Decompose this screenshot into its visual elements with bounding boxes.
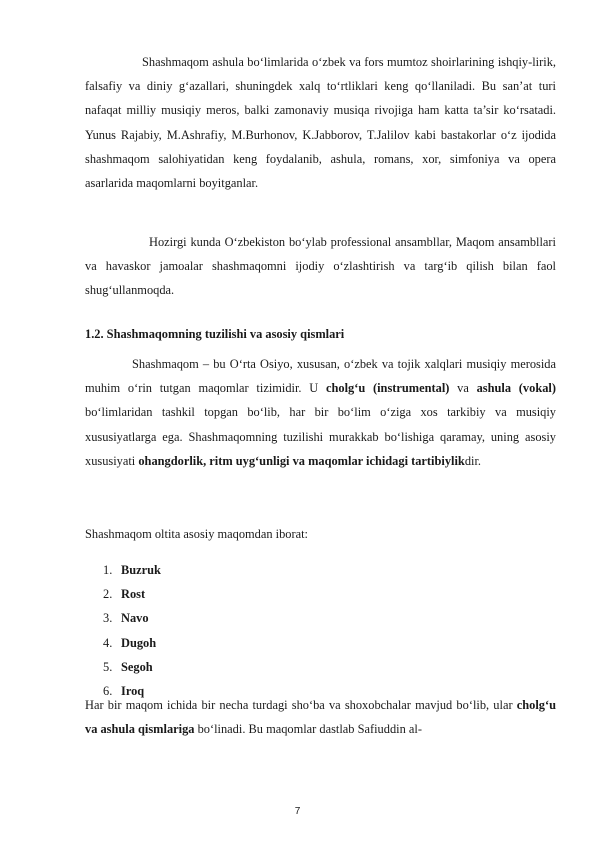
bold-term-features: ohangdorlik, ritm uyg‘unligi va maqomlar ichidagi tartibiylik	[138, 453, 465, 468]
list-number: 4.	[103, 635, 113, 650]
maqom-name: Segoh	[121, 659, 153, 674]
text-run: dir.	[464, 453, 481, 468]
list-item	[103, 655, 161, 679]
text-run: Shashmaqom – bu O‘rta Osiyo, xususan, o‘zbek va tojik xalqlari musiqiy merosida muhim o‘rin tutgan maqomlar tizimidir. U	[85, 357, 556, 396]
bold-term-parts: cholg‘u va ashula qismlariga	[85, 698, 556, 737]
list-number: 3.	[103, 611, 113, 626]
maqom-name: Dugoh	[121, 635, 157, 650]
section-heading: 1.2. Shashmaqomning tuzilishi va asosiy qismlari	[85, 327, 345, 341]
bold-term-vocal: ashula (vokal)	[476, 381, 556, 396]
paragraph-shashmaqom-poetry: Shashmaqom ashula bo‘limlarida o‘zbek va fors mumtoz shoirlarining ishqiy-lirik, falsafiy va diniy g‘azallari, shuningdek xalq to‘rtliklari keng qo‘llaniladi. Bu san’at turi nafaqat milliy musiqiy meros, balki zamonaviy musiqa rivojiga ham katta ta’sir ko‘rsatadi. Yunus Rajabiy, M.Ashrafiy, M.Burhonov, K.Jabborov, T.Jalilov kabi bastakorlar o‘z ijodida shashmaqom salohiyatidan keng foydalanib, ashula, romans, xor, simfoniya va opera asarlarida maqomlarni boyitganlar.	[85, 55, 556, 191]
page-number: 7	[294, 806, 301, 817]
list-item	[103, 631, 161, 655]
maqom-list	[103, 558, 161, 703]
maqom-name: Rost	[121, 587, 146, 602]
maqom-name: Navo	[121, 611, 149, 626]
text-run: va	[449, 381, 477, 396]
list-item	[103, 558, 161, 582]
maqom-name: Iroq	[121, 684, 145, 699]
text-run: bo‘limlaridan tashkil topgan bo‘lib, har bir bo‘lim o‘ziga xos tarkibiy va musiqiy xususiyatlarga ega. Shashmaqomning tuzilishi murakkab bo‘lishiga qaramay, uning asosiy xususiyati	[85, 405, 556, 468]
bold-term-instrumental: cholg‘u (instrumental)	[325, 381, 450, 396]
paragraph-sub-parts	[85, 693, 556, 741]
list-intro: Shashmaqom oltita asosiy maqomdan iborat:	[85, 527, 309, 541]
list-item	[103, 582, 161, 606]
list-number: 2.	[103, 587, 113, 602]
list-item	[103, 606, 161, 630]
text-run: bo‘linadi. Bu maqomlar dastlab Safiuddin al-	[194, 722, 422, 737]
list-number: 1.	[103, 563, 113, 577]
maqom-name: Buzruk	[121, 563, 161, 577]
paragraph-ensembles: Hozirgi kunda O‘zbekiston bo‘ylab professional ansambllar, Maqom ansambllari va havaskor jamoalar shashmaqomni ijodiy o‘zlashtirish va targ‘ib qilish bilan faol shug‘ullanmoqda.	[85, 235, 556, 298]
paragraph-structure	[85, 352, 556, 473]
text-run: Har bir maqom ichida bir necha turdagi sho‘ba va shoxobchalar mavjud bo‘lib, ular	[85, 698, 517, 712]
list-number: 5.	[103, 659, 113, 674]
list-number: 6.	[103, 684, 113, 699]
